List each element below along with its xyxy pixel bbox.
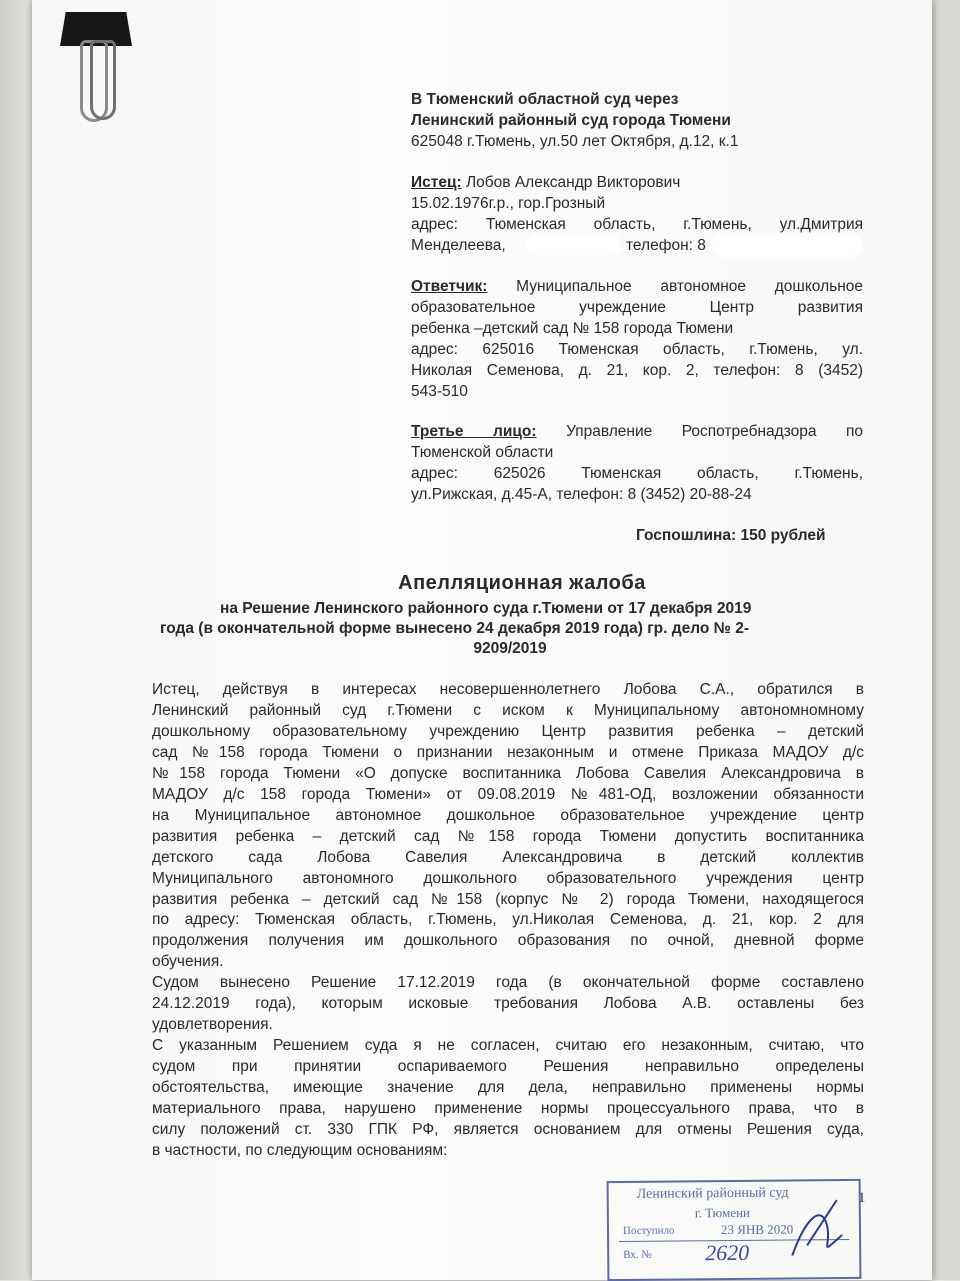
stamp-received: Поступило <box>622 1224 675 1237</box>
defendant-address: адрес: 625016 Тюменская область, г.Тюмень, ул. <box>411 341 863 358</box>
body-line: Судом вынесено Решение 17.12.2019 года (в окончательной форме составлено <box>152 974 864 992</box>
body-line: на Муниципальное автономное дошкольное образовательное учреждение центр <box>152 806 864 824</box>
body-line: Муниципального автономного дошкольного образовательного учреждения центр <box>152 869 864 887</box>
stamp-signature <box>787 1195 848 1266</box>
document-title: Апелляционная жалоба <box>398 572 646 594</box>
body-line: МАДОУ д/с 158 города Тюмени» от 09.08.2019 №481-ОД, возложении обязанности <box>152 785 864 803</box>
body-line: удовлетворения. <box>152 1016 273 1034</box>
third-party-line1 <box>411 421 863 442</box>
plaintiff-address: адрес: Тюменская область, г.Тюмень, ул.Дмитрия <box>411 216 863 233</box>
addressee-address: 625048 г.Тюмень, ул.50 лет Октября, д.12, к.1 <box>411 133 739 150</box>
third-party-address: адрес: 625026 Тюменская область, г.Тюмень, <box>411 465 863 482</box>
defendant-line1 <box>411 276 863 297</box>
addressee-court: В Тюменский областной суд через <box>411 91 679 108</box>
body-line: продолжения получения им дошкольного образования по очной, дневной форме <box>152 932 864 950</box>
stamp-number: 2620 <box>705 1239 750 1266</box>
defendant-address-2: Николая Семенова, д. 21, кор. 2, телефон: 8 (3452) <box>411 362 863 379</box>
body-line: силу положений ст. 330 ГПК РФ, является основанием для отмены Решения суда, <box>152 1120 864 1138</box>
body-line: развития ребенка – детский сад №158 (корпус № 2) города Тюмени, находящегося <box>152 890 864 908</box>
body-line: детского сада Лобова Савелия Александровича в детский коллектив <box>152 848 864 866</box>
redaction-mark <box>526 234 620 256</box>
body-line: обучения. <box>152 953 224 971</box>
subtitle-line2: года (в окончательной форме вынесено 24 декабря 2019 года) гр. дело № 2- <box>160 620 749 637</box>
subtitle-line3: 9209/2019 <box>473 640 547 657</box>
body-line: 24.12.2019 года), которым исковые требования Лобова А.В. оставлены без <box>152 995 864 1013</box>
plaintiff-address-street: Менделеева, <box>411 237 506 254</box>
body-line: дошкольному образовательному учреждению Центр развития ребенка – детский <box>152 722 864 740</box>
state-fee: Госпошлина: 150 рублей <box>636 527 826 544</box>
page-number: 1 <box>858 1190 866 1206</box>
plaintiff-phone: телефон: 8 <box>626 237 706 254</box>
defendant-label: Ответчик: <box>411 278 488 295</box>
subtitle-line1: на Решение Ленинского районного суда г.Тюмени от 17 декабря 2019 <box>220 600 752 617</box>
body-line: С указанным Решением суда я не согласен, считаю его незаконным, считаю, что <box>152 1037 864 1055</box>
body-line: по адресу: Тюменская область, г.Тюмень, ул.Николая Семенова, д. 21, кор. 2 для <box>152 911 864 929</box>
defendant-name: Муниципальное автономное дошкольное <box>516 278 863 295</box>
third-party-address-2: ул.Рижская, д.45-А, телефон: 8 (3452) 20-88-24 <box>411 486 752 503</box>
body-line: №158 города Тюмени «О допуске воспитанника Лобова Савелия Александровича в <box>152 764 864 782</box>
plaintiff-name: Лобов Александр Викторович <box>465 174 681 191</box>
stamp-city: г. Тюмени <box>694 1204 751 1221</box>
body-line: Истец, действуя в интересах несовершеннолетнего Лобова С.А., обратился в <box>152 681 864 698</box>
court-stamp <box>607 1179 862 1281</box>
stamp-number-label: Вх. № <box>623 1248 652 1261</box>
defendant-line3: ребенка –детский сад № 158 города Тюмени <box>411 320 734 337</box>
body-line: судом при принятии оспариваемого Решения неправильно определены <box>152 1058 864 1076</box>
defendant-line2: образовательное учреждение Центр развития <box>411 299 863 316</box>
stamp-court: Ленинский районный суд <box>636 1185 789 1202</box>
plaintiff-label: Истец: <box>411 174 462 191</box>
stamp-date: 23 ЯНВ 2020 <box>720 1221 794 1238</box>
third-party-line2: Тюменской области <box>411 444 554 461</box>
body-line: обстоятельства, имеющие значение для дела, неправильно применены нормы <box>152 1079 864 1097</box>
third-party-name: Управление Роспотребнадзора по <box>566 423 864 440</box>
body-line: развития ребенка – детский сад №158 города Тюмени допустить воспитанника <box>152 827 864 845</box>
body-line: материального права, нарушено применение нормы процессуального права, что в <box>152 1100 864 1117</box>
body-line: сад №158 города Тюмени о признании незаконным и отмене Приказа МАДОУ д/с <box>152 743 864 761</box>
redaction-mark <box>712 233 862 257</box>
addressee-via-court: Ленинский районный суд города Тюмени <box>411 112 731 129</box>
plaintiff-line <box>411 172 863 193</box>
body-line: Ленинский районный суд г.Тюмени с иском к Муниципальному автономномному <box>152 701 864 719</box>
third-party-label: Третье лицо: <box>411 423 537 440</box>
defendant-phone: 543-510 <box>411 383 468 400</box>
plaintiff-birth: 15.02.1976г.р., гор.Грозный <box>411 195 606 212</box>
body-line: в частности, по следующим основаниям: <box>152 1141 448 1159</box>
